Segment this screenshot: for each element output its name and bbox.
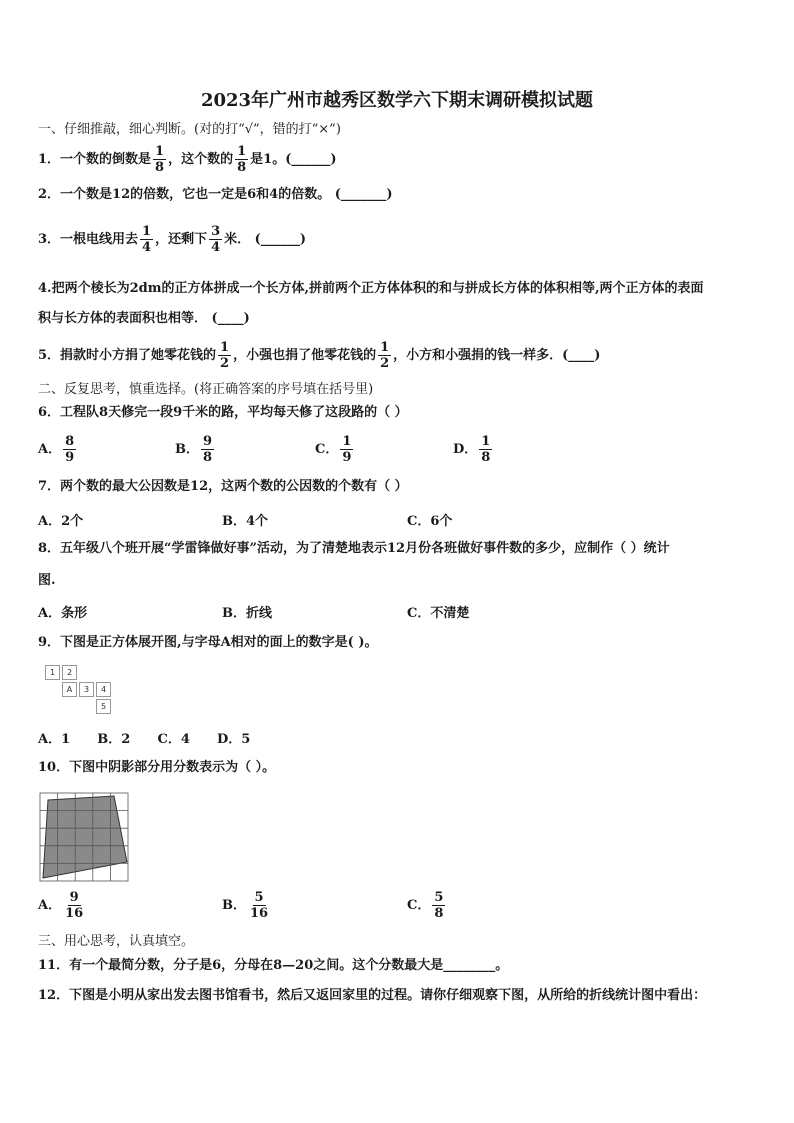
- question-4-line1: 4.把两个棱长为2dm的正方体拼成一个长方体,拼前两个正方体体积的和与拼成长方体的体积相等,两个正方体的表面: [38, 281, 704, 296]
- shaded-grid-figure: [39, 792, 129, 882]
- question-9: 9．下图是正方体展开图,与字母A相对的面上的数字是( )。: [38, 635, 378, 650]
- q10-option-b: B． $\frac{5}{16}$: [222, 890, 269, 921]
- net-cell-a: A: [62, 682, 77, 697]
- question-4-line2: 积与长方体的表面积也相等． (____): [38, 311, 250, 326]
- question-1: [38, 144, 337, 175]
- section2-heading: 二、反复思考，慎重选择。(将正确答案的序号填在括号里): [38, 382, 374, 397]
- q5-pre: 5．捐款时小方捐了她零花钱的: [38, 348, 217, 363]
- q1-fraction-1: $\frac{1}{8}$: [155, 144, 165, 175]
- question-8-line1: 8．五年级八个班开展“学雷锋做好事”活动，为了清楚地表示12月份各班做好事件数的多少，应制作（ ）统计: [38, 541, 670, 556]
- q7-option-c: C．6个: [407, 514, 453, 529]
- q8-option-b: B．折线: [222, 606, 272, 621]
- q8-option-a: A．条形: [38, 606, 88, 621]
- q3-post: 米． (______): [224, 232, 306, 247]
- q6-option-b: B． $\frac{9}{8}$: [175, 434, 213, 465]
- question-7: 7．两个数的最大公因数是12，这两个数的公因数的个数有（ ）: [38, 479, 408, 494]
- q5-fraction-2: $\frac{1}{2}$: [380, 340, 390, 371]
- net-cell-3: 3: [79, 682, 94, 697]
- q5-post: ，小方和小强捐的钱一样多．(____): [393, 348, 601, 363]
- q3-fraction-2: $\frac{3}{4}$: [211, 224, 221, 255]
- q10-option-a: A． $\frac{9}{16}$: [38, 890, 84, 921]
- q3-mid: ，还剩下: [155, 232, 208, 247]
- q1-pre: 1．一个数的倒数是: [38, 152, 152, 167]
- q7-option-a: A．2个: [38, 514, 84, 529]
- q9-options: A．1 B．2 C．4 D．5: [38, 732, 251, 747]
- q7-option-b: B．4个: [222, 514, 269, 529]
- net-cell-2: 2: [62, 665, 77, 680]
- q1-fraction-2: $\frac{1}{8}$: [237, 144, 247, 175]
- question-12: 12．下图是小明从家出发去图书馆看书，然后又返回家里的过程。请你仔细观察下图，从所给的折线统计图中看出：: [38, 988, 707, 1003]
- cube-net-figure: [45, 665, 117, 717]
- question-8-line2: 图.: [38, 573, 56, 588]
- question-2: 2．一个数是12的倍数，它也一定是6和4的倍数。 (_______): [38, 187, 393, 202]
- section1-heading: 一、仔细推敲，细心判断。(对的打“√”，错的打“×”): [38, 122, 341, 137]
- q1-post: 是1。(______): [250, 152, 337, 167]
- q6-option-d: D． $\frac{1}{8}$: [453, 434, 491, 465]
- q8-option-c: C．不清楚: [407, 606, 470, 621]
- q3-fraction-1: $\frac{1}{4}$: [142, 224, 152, 255]
- q10-option-c: C． $\frac{5}{8}$: [407, 890, 444, 921]
- shaded-region: [43, 796, 127, 878]
- question-11: 11．有一个最简分数，分子是6，分母在8—20之间。这个分数最大是________。: [38, 958, 509, 973]
- net-cell-5: 5: [96, 699, 111, 714]
- q5-mid: ，小强也捐了他零花钱的: [233, 348, 377, 363]
- q5-fraction-1: $\frac{1}{2}$: [220, 340, 230, 371]
- question-3: [38, 224, 306, 255]
- question-6: 6．工程队8天修完一段9千米的路，平均每天修了这段路的（ ）: [38, 405, 408, 420]
- net-cell-1: 1: [45, 665, 60, 680]
- question-5: [38, 340, 600, 371]
- q6-option-a: A． $\frac{8}{9}$: [38, 434, 75, 465]
- page-title: 2023年广州市越秀区数学六下期末调研模拟试题: [200, 90, 594, 111]
- q6-option-c: C． $\frac{1}{9}$: [315, 434, 352, 465]
- q3-pre: 3．一根电线用去: [38, 232, 139, 247]
- question-10: 10．下图中阴影部分用分数表示为（ ）。: [38, 760, 276, 775]
- q1-mid: ，这个数的: [168, 152, 234, 167]
- section3-heading: 三、用心思考，认真填空。: [38, 934, 195, 949]
- net-cell-4: 4: [96, 682, 111, 697]
